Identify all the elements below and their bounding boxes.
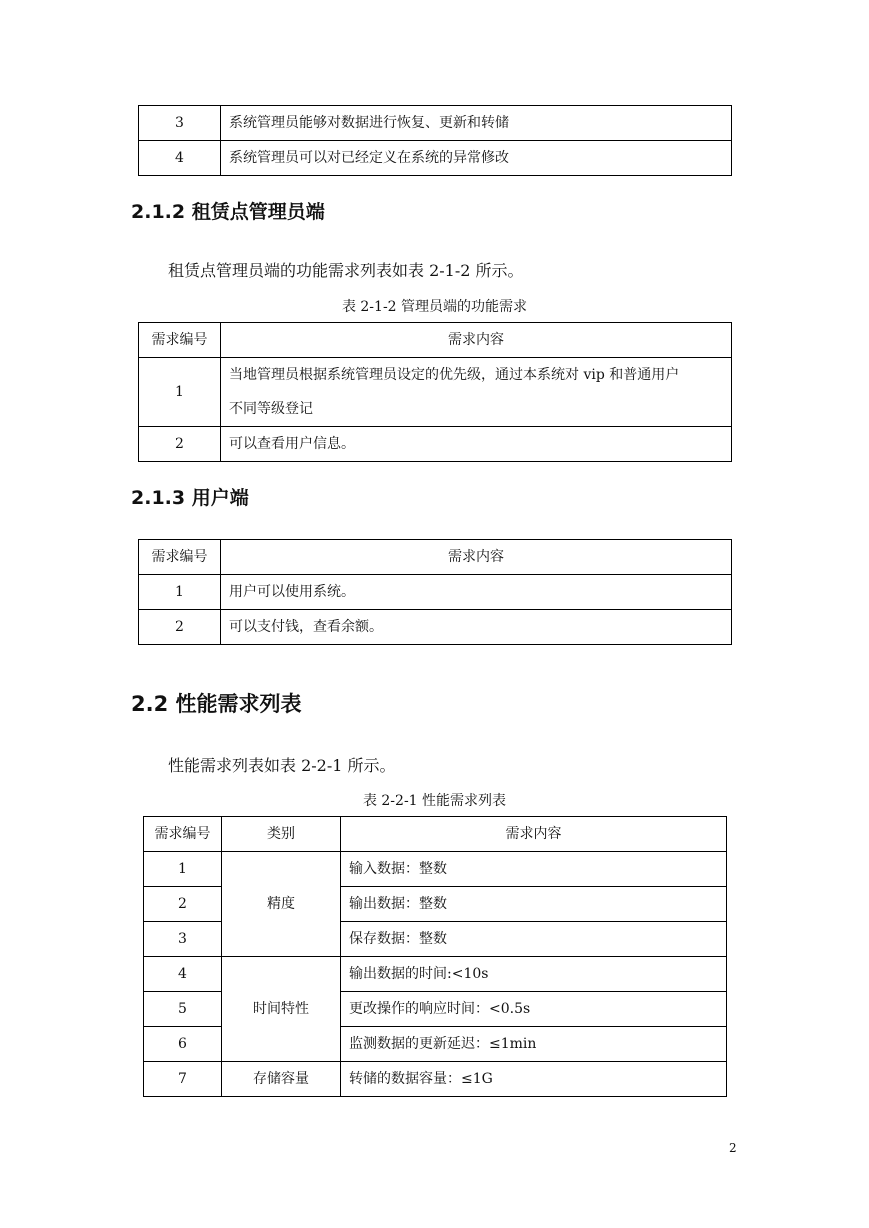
page-number: 2 bbox=[729, 1141, 737, 1155]
table-performance-requirements bbox=[143, 816, 727, 1097]
header-cell: 需求内容 bbox=[341, 817, 727, 852]
category-cell: 存储容量 bbox=[222, 1062, 341, 1097]
table-row bbox=[139, 610, 732, 645]
table-row bbox=[139, 141, 732, 176]
section-heading-2-2: 2.2 性能需求列表 bbox=[131, 692, 302, 716]
req-id-cell: 4 bbox=[144, 957, 222, 992]
req-id-cell: 1 bbox=[144, 852, 222, 887]
category-cell: 精度 bbox=[222, 852, 341, 957]
req-id-cell: 6 bbox=[144, 1027, 222, 1062]
req-content-cell: 转储的数据容量：≤1G bbox=[341, 1062, 727, 1097]
req-content-line: 不同等级登记 bbox=[229, 401, 313, 417]
req-id-cell: 5 bbox=[144, 992, 222, 1027]
req-content-cell: 监测数据的更新延迟：≤1min bbox=[341, 1027, 727, 1062]
header-cell: 需求编号 bbox=[139, 323, 221, 358]
section-heading-2-1-2: 2.1.2 租赁点管理员端 bbox=[131, 201, 325, 223]
table-row bbox=[144, 852, 727, 887]
table-header-row bbox=[139, 540, 732, 575]
table-user-requirements bbox=[138, 539, 732, 645]
req-id-cell: 2 bbox=[139, 610, 221, 645]
section-paragraph: 性能需求列表如表 2-2-1 所示。 bbox=[168, 756, 396, 775]
req-id-cell: 4 bbox=[139, 141, 221, 176]
header-cell: 需求编号 bbox=[139, 540, 221, 575]
table-caption: 表 2-1-2 管理员端的功能需求 bbox=[341, 299, 528, 315]
req-id-cell: 1 bbox=[139, 358, 221, 427]
req-content-cell: 更改操作的响应时间：<0.5s bbox=[341, 992, 727, 1027]
header-cell: 类别 bbox=[222, 817, 341, 852]
table-caption: 表 2-2-1 性能需求列表 bbox=[362, 793, 507, 809]
table-row bbox=[139, 106, 732, 141]
req-content-cell: 输出数据的时间:<10s bbox=[341, 957, 727, 992]
req-id-cell: 3 bbox=[139, 106, 221, 141]
req-content-cell: 输出数据：整数 bbox=[341, 887, 727, 922]
req-content-cell bbox=[221, 358, 732, 427]
category-cell: 时间特性 bbox=[222, 957, 341, 1062]
header-cell: 需求内容 bbox=[221, 540, 732, 575]
section-heading-2-1-3: 2.1.3 用户端 bbox=[131, 487, 249, 509]
req-id-cell: 2 bbox=[144, 887, 222, 922]
req-content-cell: 可以查看用户信息。 bbox=[221, 427, 732, 462]
table-header-row bbox=[144, 817, 727, 852]
table-row bbox=[139, 575, 732, 610]
req-content-line: 当地管理员根据系统管理员设定的优先级，通过本系统对 vip 和普通用户 bbox=[229, 367, 680, 383]
header-cell: 需求内容 bbox=[221, 323, 732, 358]
req-content-cell: 系统管理员可以对已经定义在系统的异常修改 bbox=[221, 141, 732, 176]
table-row bbox=[144, 1062, 727, 1097]
table-header-row bbox=[139, 323, 732, 358]
header-cell: 需求编号 bbox=[144, 817, 222, 852]
req-id-cell: 2 bbox=[139, 427, 221, 462]
table-row bbox=[139, 358, 732, 427]
req-content-cell: 输入数据：整数 bbox=[341, 852, 727, 887]
table-admin-requirements bbox=[138, 322, 732, 462]
req-content-cell: 用户可以使用系统。 bbox=[221, 575, 732, 610]
req-content-cell: 可以支付钱，查看余额。 bbox=[221, 610, 732, 645]
section-paragraph: 租赁点管理员端的功能需求列表如表 2-1-2 所示。 bbox=[168, 261, 524, 280]
req-id-cell: 3 bbox=[144, 922, 222, 957]
table-row bbox=[139, 427, 732, 462]
req-content-cell: 保存数据：整数 bbox=[341, 922, 727, 957]
table-row bbox=[144, 957, 727, 992]
req-content-cell: 系统管理员能够对数据进行恢复、更新和转储 bbox=[221, 106, 732, 141]
req-id-cell: 7 bbox=[144, 1062, 222, 1097]
req-id-cell: 1 bbox=[139, 575, 221, 610]
table-top-continuation bbox=[138, 105, 732, 176]
